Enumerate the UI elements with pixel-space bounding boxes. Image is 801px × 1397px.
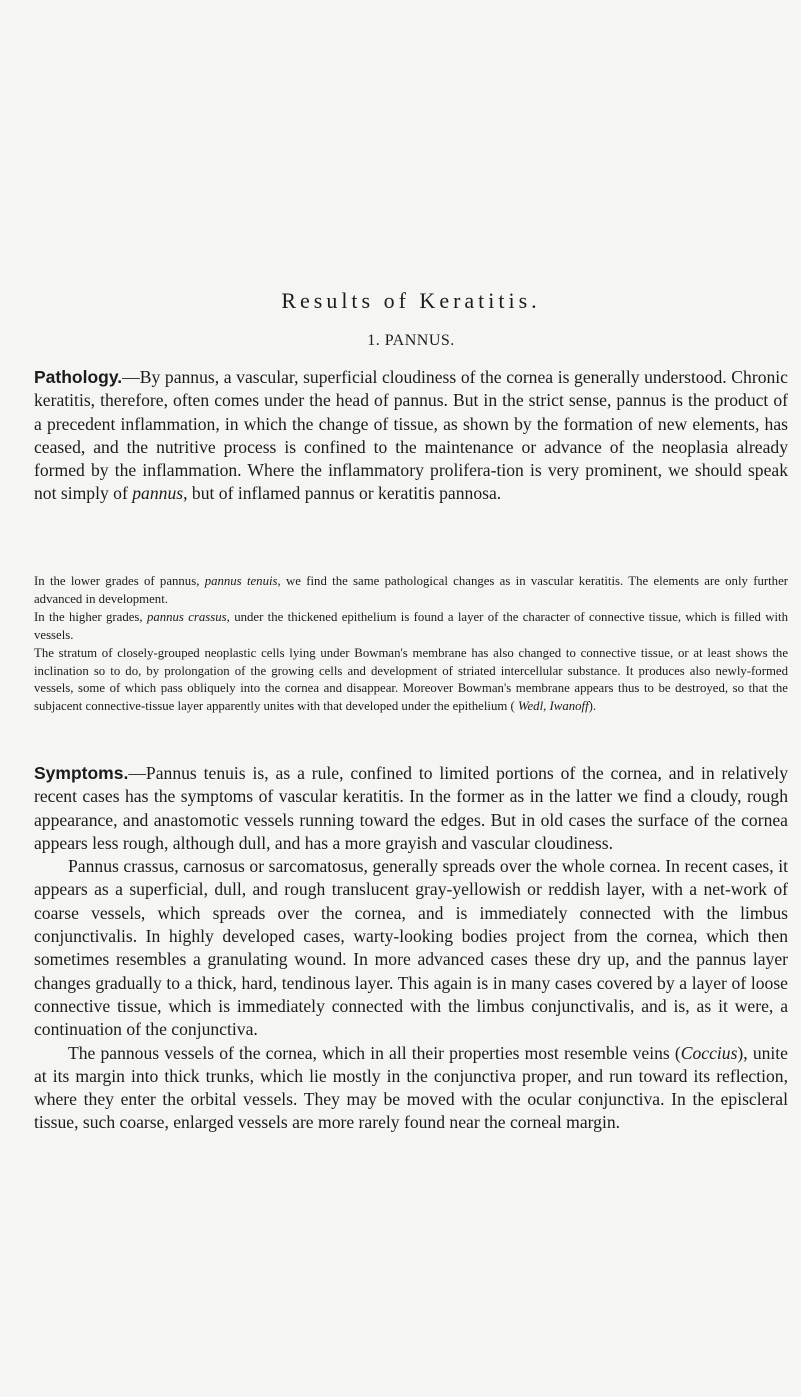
small-print-text: , <box>543 699 550 714</box>
pathology-run-head: Pathology. <box>34 367 123 387</box>
small-print-paragraph-3 <box>34 645 788 717</box>
symptoms-paragraph-3 <box>34 1042 788 1135</box>
section-title: 1. PANNUS. <box>367 332 455 349</box>
symptoms-paragraph-2: Pannus crassus, carnosus or sarcomatosus, generally spreads over the whole cornea. In recent cases, it appears as a superficial, dull, and rough translucent gray-yellowish or reddish layer, with a net-work of coarse vessels, which spreads over the cornea, and is immediately connected with the limbus conjunctivalis. In highly developed cases, warty-looking bodies project from the cornea, which then sometimes resembles a granulating wound. In more advanced cases these dry up, and the pannus layer changes gradually to a thick, hard, tendinous layer. This again is in many cases covered by a layer of loose connective tissue, which is immediately connected with the limbus conjunctivalis, and is, as it were, a continuation of the conjunctiva. <box>34 856 788 1040</box>
citation-author: Iwanoff <box>549 699 589 714</box>
symptoms-run-head: Symptoms. <box>34 763 129 783</box>
pathology-italic-term: pannus <box>132 483 184 504</box>
small-print-text: In the lower grades of pannus, <box>34 574 205 588</box>
page-heading: Results of Keratitis. <box>281 288 541 313</box>
pathology-small-print <box>34 573 788 716</box>
small-print-text: , we find the same pathological changes as in vascular keratitis. The elements are only further advanced in development. <box>34 574 789 606</box>
small-print-text: In the higher grades, <box>34 609 147 624</box>
small-print-italic-term: pannus tenuis <box>204 574 278 588</box>
small-print-text: , under the thickened epithelium is found a layer of the character of connective tissue, which is filled with vessels. <box>34 609 788 642</box>
small-print-text: ). <box>588 699 597 714</box>
pathology-dash: — <box>122 367 140 387</box>
pathology-paragraph <box>34 366 788 506</box>
small-print-italic-term: pannus crassus <box>146 609 227 624</box>
symptoms-italic-name: Coccius <box>680 1042 738 1063</box>
symptoms-text: Pannus tenuis is, as a rule, confined to limited portions of the cornea, and in relatively recent cases has the symptoms of vascular keratitis. In the former as in the latter we find a cloudy, rough appearance, and anastomotic vessels running toward the edges. But in old cases the surface of the cornea appears less rough, although dull, and has a more grayish and vascular cloudiness. <box>34 763 788 853</box>
pathology-text-end: , but of inflamed pannus or keratitis pannosa. <box>183 483 502 504</box>
pathology-text: By pannus, a vascular, superficial cloudiness of the cornea is generally understood. Chronic keratitis, therefore, often comes under the head of pannus. But in the strict sense, pannus is the product of a precedent inflammation, in which the change of tissue, as shown by the formation of new elements, has ceased, and the nutritive process is confined to the maintenance or advance of the neoplasia already formed by the inflammation. Where the inflammatory prolifera-tion is very prominent, we should speak not simply of <box>34 367 788 504</box>
symptoms-text: ), unite at its margin into thick trunks, which lie mostly in the conjunctiva proper, and run toward its reflection, where they enter the orbital vessels. They may be moved with the ocular conjunctiva. In the episcleral tissue, such coarse, enlarged vessels are more rarely found near the corneal margin. <box>34 1042 788 1133</box>
symptoms-paragraph-1 <box>34 762 788 855</box>
symptoms-section <box>34 762 788 1135</box>
symptoms-text: The pannous vessels of the cornea, which in all their properties most resemble veins ( <box>68 1042 681 1063</box>
small-print-paragraph-1 <box>34 573 788 609</box>
small-print-paragraph-2 <box>34 609 788 645</box>
citation-author: Wedl <box>518 699 544 714</box>
small-print-text: The stratum of closely-grouped neoplastic cells lying under Bowman's membrane has also changed to connective tissue, or at least shows the inclination so to do, by prolongation of the growing cells and development of striated intercellular substance. It produces also newly-formed vessels, some of which pass obliquely into the cornea and disappear. Moreover Bowman's membrane appears thus to be destroyed, so that the subjacent connective-tissue layer apparently unites with that developed under the epithelium ( <box>34 645 788 714</box>
symptoms-dash: — <box>128 763 146 783</box>
